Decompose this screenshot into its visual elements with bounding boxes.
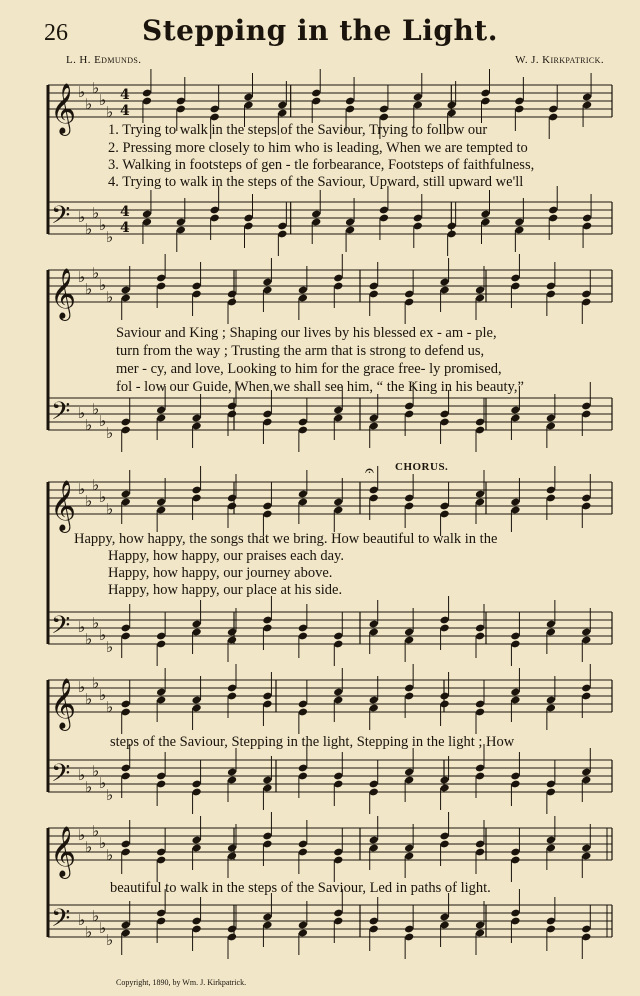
bass-clef-icon: 𝄢 xyxy=(51,611,71,646)
treble-clef-icon: 𝄞 xyxy=(50,83,77,134)
flat-icon: ♭ xyxy=(78,404,86,422)
flat-icon: ♭ xyxy=(99,216,107,234)
verse-2-line-2: turn from the way ; Trusting the arm that is strong to defend us, xyxy=(116,343,485,359)
flat-icon: ♭ xyxy=(99,276,107,294)
flat-icon: ♭ xyxy=(92,264,100,282)
chorus-verse-4: Happy, how happy, our place at his side. xyxy=(108,582,343,598)
flat-icon: ♭ xyxy=(99,774,107,792)
chorus-label: CHORUS. xyxy=(395,461,449,473)
flat-icon: ♭ xyxy=(92,674,100,692)
flat-icon: ♭ xyxy=(92,204,100,222)
flat-icon: ♭ xyxy=(78,678,86,696)
fermata-icon: 𝄐 xyxy=(365,461,374,480)
verse-4-line-2: fol - low our Guide, When we shall see him, “ the King in his beauty,” xyxy=(116,379,524,395)
flat-icon: ♭ xyxy=(106,228,114,246)
verse-1-line-1: 1. Trying to walk in the steps of the Saviour, Trying to follow our xyxy=(108,122,488,138)
flat-icon: ♭ xyxy=(99,686,107,704)
chorus-line-1: Happy, how happy, the songs that we bring. How beautiful to walk in the xyxy=(74,531,498,547)
flat-icon: ♭ xyxy=(99,488,107,506)
chorus-line-3: beautiful to walk in the steps of the Saviour, Led in paths of light. xyxy=(110,880,491,896)
bass-clef-icon: 𝄢 xyxy=(51,397,71,432)
composer-credit: W. J. Kirkpatrick. xyxy=(515,54,604,66)
chorus-verse-2: Happy, how happy, our praises each day. xyxy=(108,548,344,564)
treble-clef-icon: 𝄞 xyxy=(50,480,77,531)
verse-2-line-1: 2. Pressing more closely to him who is leading, When we are tempted to xyxy=(108,140,528,156)
verse-4-line-1: 4. Trying to walk in the steps of the Saviour, Upward, still upward we'll xyxy=(108,174,524,190)
flat-icon: ♭ xyxy=(92,762,100,780)
flat-icon: ♭ xyxy=(106,424,114,442)
verse-3-line-1: 3. Walking in footsteps of gen - tle forbearance, Footsteps of faithfulness, xyxy=(108,157,535,173)
flat-icon: ♭ xyxy=(85,630,93,648)
flat-icon: ♭ xyxy=(78,766,86,784)
flat-icon: ♭ xyxy=(106,638,114,656)
flat-icon: ♭ xyxy=(106,931,114,949)
treble-clef-icon: 𝄞 xyxy=(50,678,77,729)
flat-icon: ♭ xyxy=(92,476,100,494)
bass-clef-icon: 𝄢 xyxy=(51,904,71,939)
flat-icon: ♭ xyxy=(85,95,93,113)
verse-1-line-2: Saviour and King ; Shaping our lives by his blessed ex - am - ple, xyxy=(116,325,497,341)
flat-icon: ♭ xyxy=(85,220,93,238)
flat-icon: ♭ xyxy=(85,416,93,434)
flat-icon: ♭ xyxy=(85,923,93,941)
bass-clef-icon: 𝄢 xyxy=(51,201,71,236)
flat-icon: ♭ xyxy=(99,626,107,644)
bass-clef-icon: 𝄢 xyxy=(51,759,71,794)
flat-icon: ♭ xyxy=(78,911,86,929)
flat-icon: ♭ xyxy=(99,412,107,430)
flat-icon: ♭ xyxy=(92,907,100,925)
flat-icon: ♭ xyxy=(99,834,107,852)
time-signature-top: 4 xyxy=(120,204,130,220)
page-number: 26 xyxy=(44,20,68,46)
time-signature-bottom: 4 xyxy=(120,220,130,236)
copyright-notice: Copyright, 1890, by Wm. J. Kirkpatrick. xyxy=(116,978,247,987)
flat-icon: ♭ xyxy=(78,208,86,226)
flat-icon: ♭ xyxy=(92,822,100,840)
flat-icon: ♭ xyxy=(106,103,114,121)
flat-icon: ♭ xyxy=(92,400,100,418)
treble-clef-icon: 𝄞 xyxy=(50,268,77,319)
flat-icon: ♭ xyxy=(92,614,100,632)
flat-icon: ♭ xyxy=(106,500,114,518)
verse-3-line-2: mer - cy, and love, Looking to him for the grace free- ly promised, xyxy=(116,361,502,377)
flat-icon: ♭ xyxy=(106,288,114,306)
flat-icon: ♭ xyxy=(106,846,114,864)
flat-icon: ♭ xyxy=(85,280,93,298)
flat-icon: ♭ xyxy=(106,786,114,804)
treble-clef-icon: 𝄞 xyxy=(50,826,77,877)
time-signature-top: 4 xyxy=(120,87,130,103)
lyricist-credit: L. H. Edmunds. xyxy=(66,54,142,66)
flat-icon: ♭ xyxy=(85,838,93,856)
flat-icon: ♭ xyxy=(85,492,93,510)
chorus-line-2: steps of the Saviour, Stepping in the light, Stepping in the light ; How xyxy=(110,734,515,750)
flat-icon: ♭ xyxy=(78,268,86,286)
flat-icon: ♭ xyxy=(78,83,86,101)
flat-icon: ♭ xyxy=(106,698,114,716)
time-signature-bottom: 4 xyxy=(120,103,130,119)
flat-icon: ♭ xyxy=(85,778,93,796)
flat-icon: ♭ xyxy=(78,618,86,636)
hymn-title: Stepping in the Light. xyxy=(142,14,498,47)
flat-icon: ♭ xyxy=(99,919,107,937)
flat-icon: ♭ xyxy=(78,480,86,498)
flat-icon: ♭ xyxy=(99,91,107,109)
flat-icon: ♭ xyxy=(85,690,93,708)
flat-icon: ♭ xyxy=(92,79,100,97)
flat-icon: ♭ xyxy=(78,826,86,844)
chorus-verse-3: Happy, how happy, our journey above. xyxy=(108,565,333,581)
